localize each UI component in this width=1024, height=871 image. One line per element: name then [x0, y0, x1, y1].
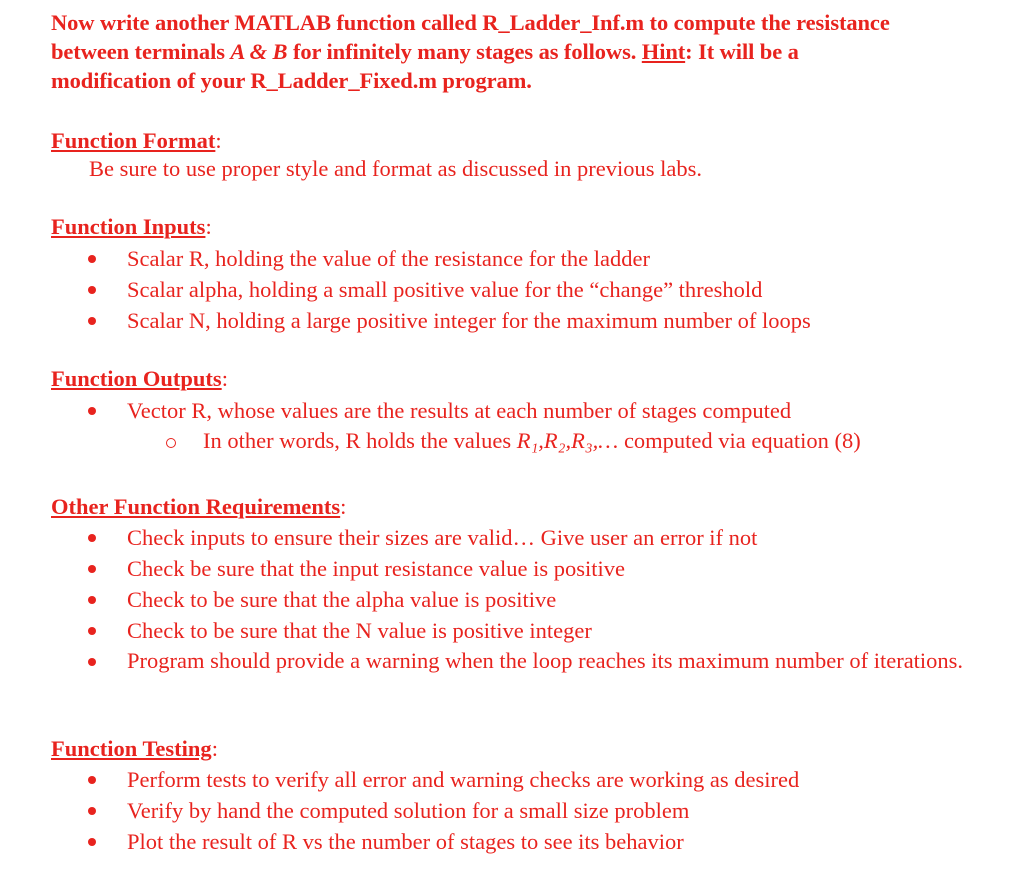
list-item-text: Program should provide a warning when the loop reaches its maximum number of iterations. — [127, 648, 964, 673]
list-item — [0, 615, 987, 646]
requirements-heading-colon: : — [340, 494, 347, 519]
list-item — [0, 553, 987, 584]
outputs-heading-colon: : — [221, 366, 228, 391]
format-heading — [51, 128, 222, 154]
requirements-heading — [51, 494, 346, 520]
list-item — [0, 795, 987, 826]
list-item-text: Check to be sure that the alpha value is positive — [127, 587, 557, 612]
intro-line-3: modification of your R_Ladder_Fixed.m program. — [51, 68, 532, 93]
list-item — [0, 826, 987, 857]
list-item-text: Scalar R, holding the value of the resistance for the ladder — [127, 246, 650, 271]
intro-line-2-post: : It will be a — [685, 39, 799, 64]
hollow-bullet-icon — [166, 438, 176, 448]
sub-text-math: R₁,R₂,R₃,… — [516, 428, 619, 453]
list-item-text: Plot the result of R vs the number of stages to see its behavior — [127, 829, 684, 854]
intro-line-2-mid: for infinitely many stages as follows. — [287, 39, 642, 64]
inputs-heading-text: Function Inputs — [51, 214, 206, 239]
format-heading-text: Function Format — [51, 128, 216, 153]
bullet-icon — [88, 286, 96, 294]
intro-line-2 — [51, 37, 1016, 66]
list-item — [0, 305, 987, 336]
inputs-heading-colon: : — [205, 214, 212, 239]
list-item-text: Scalar alpha, holding a small positive value for the “change” threshold — [127, 277, 763, 302]
outputs-sub-text — [203, 428, 861, 454]
bullet-icon — [88, 658, 96, 666]
intro-paragraph — [51, 8, 1016, 95]
bullet-icon — [88, 807, 96, 815]
list-item-text: Check inputs to ensure their sizes are valid… Give user an error if not — [127, 525, 758, 550]
terminals-ab: A & B — [230, 39, 288, 64]
bullet-icon — [88, 407, 96, 415]
list-item — [0, 395, 987, 426]
list-item-text: Scalar N, holding a large positive integer for the maximum number of loops — [127, 308, 811, 333]
bullet-icon — [88, 534, 96, 542]
outputs-heading — [51, 366, 228, 392]
requirements-heading-text: Other Function Requirements — [51, 494, 341, 519]
testing-heading-text: Function Testing — [51, 736, 212, 761]
list-item — [0, 522, 987, 553]
bullet-icon — [88, 596, 96, 604]
intro-line-2-pre: between terminals — [51, 39, 231, 64]
hint-label: Hint — [641, 39, 686, 64]
testing-heading — [51, 736, 218, 762]
outputs-list — [0, 395, 987, 426]
list-item — [0, 646, 987, 675]
bullet-icon — [88, 255, 96, 263]
list-item-text: Perform tests to verify all error and warning checks are working as desired — [127, 767, 800, 792]
bullet-icon — [88, 627, 96, 635]
sub-text-pre: In other words, R holds the values — [203, 428, 517, 453]
bullet-icon — [88, 838, 96, 846]
list-item — [0, 243, 987, 274]
inputs-list — [0, 243, 987, 336]
inputs-heading — [51, 214, 212, 240]
list-item-text: Verify by hand the computed solution for a small size problem — [127, 798, 690, 823]
format-heading-colon: : — [215, 128, 222, 153]
list-item-text: Check be sure that the input resistance value is positive — [127, 556, 625, 581]
list-item — [0, 764, 987, 795]
bullet-icon — [88, 776, 96, 784]
requirements-list — [0, 522, 987, 675]
sub-text-post: computed via equation (8) — [618, 428, 861, 453]
intro-line-1: Now write another MATLAB function called R_Ladder_Inf.m to compute the resistance — [51, 10, 890, 35]
outputs-heading-text: Function Outputs — [51, 366, 222, 391]
bullet-icon — [88, 565, 96, 573]
bullet-icon — [88, 317, 96, 325]
list-item — [0, 274, 987, 305]
testing-heading-colon: : — [211, 736, 218, 761]
list-item — [0, 584, 987, 615]
list-item-text: Vector R, whose values are the results at each number of stages computed — [127, 398, 792, 423]
format-text: Be sure to use proper style and format as discussed in previous labs. — [89, 156, 702, 181]
list-item-text: Check to be sure that the N value is positive integer — [127, 618, 592, 643]
testing-list — [0, 764, 987, 857]
